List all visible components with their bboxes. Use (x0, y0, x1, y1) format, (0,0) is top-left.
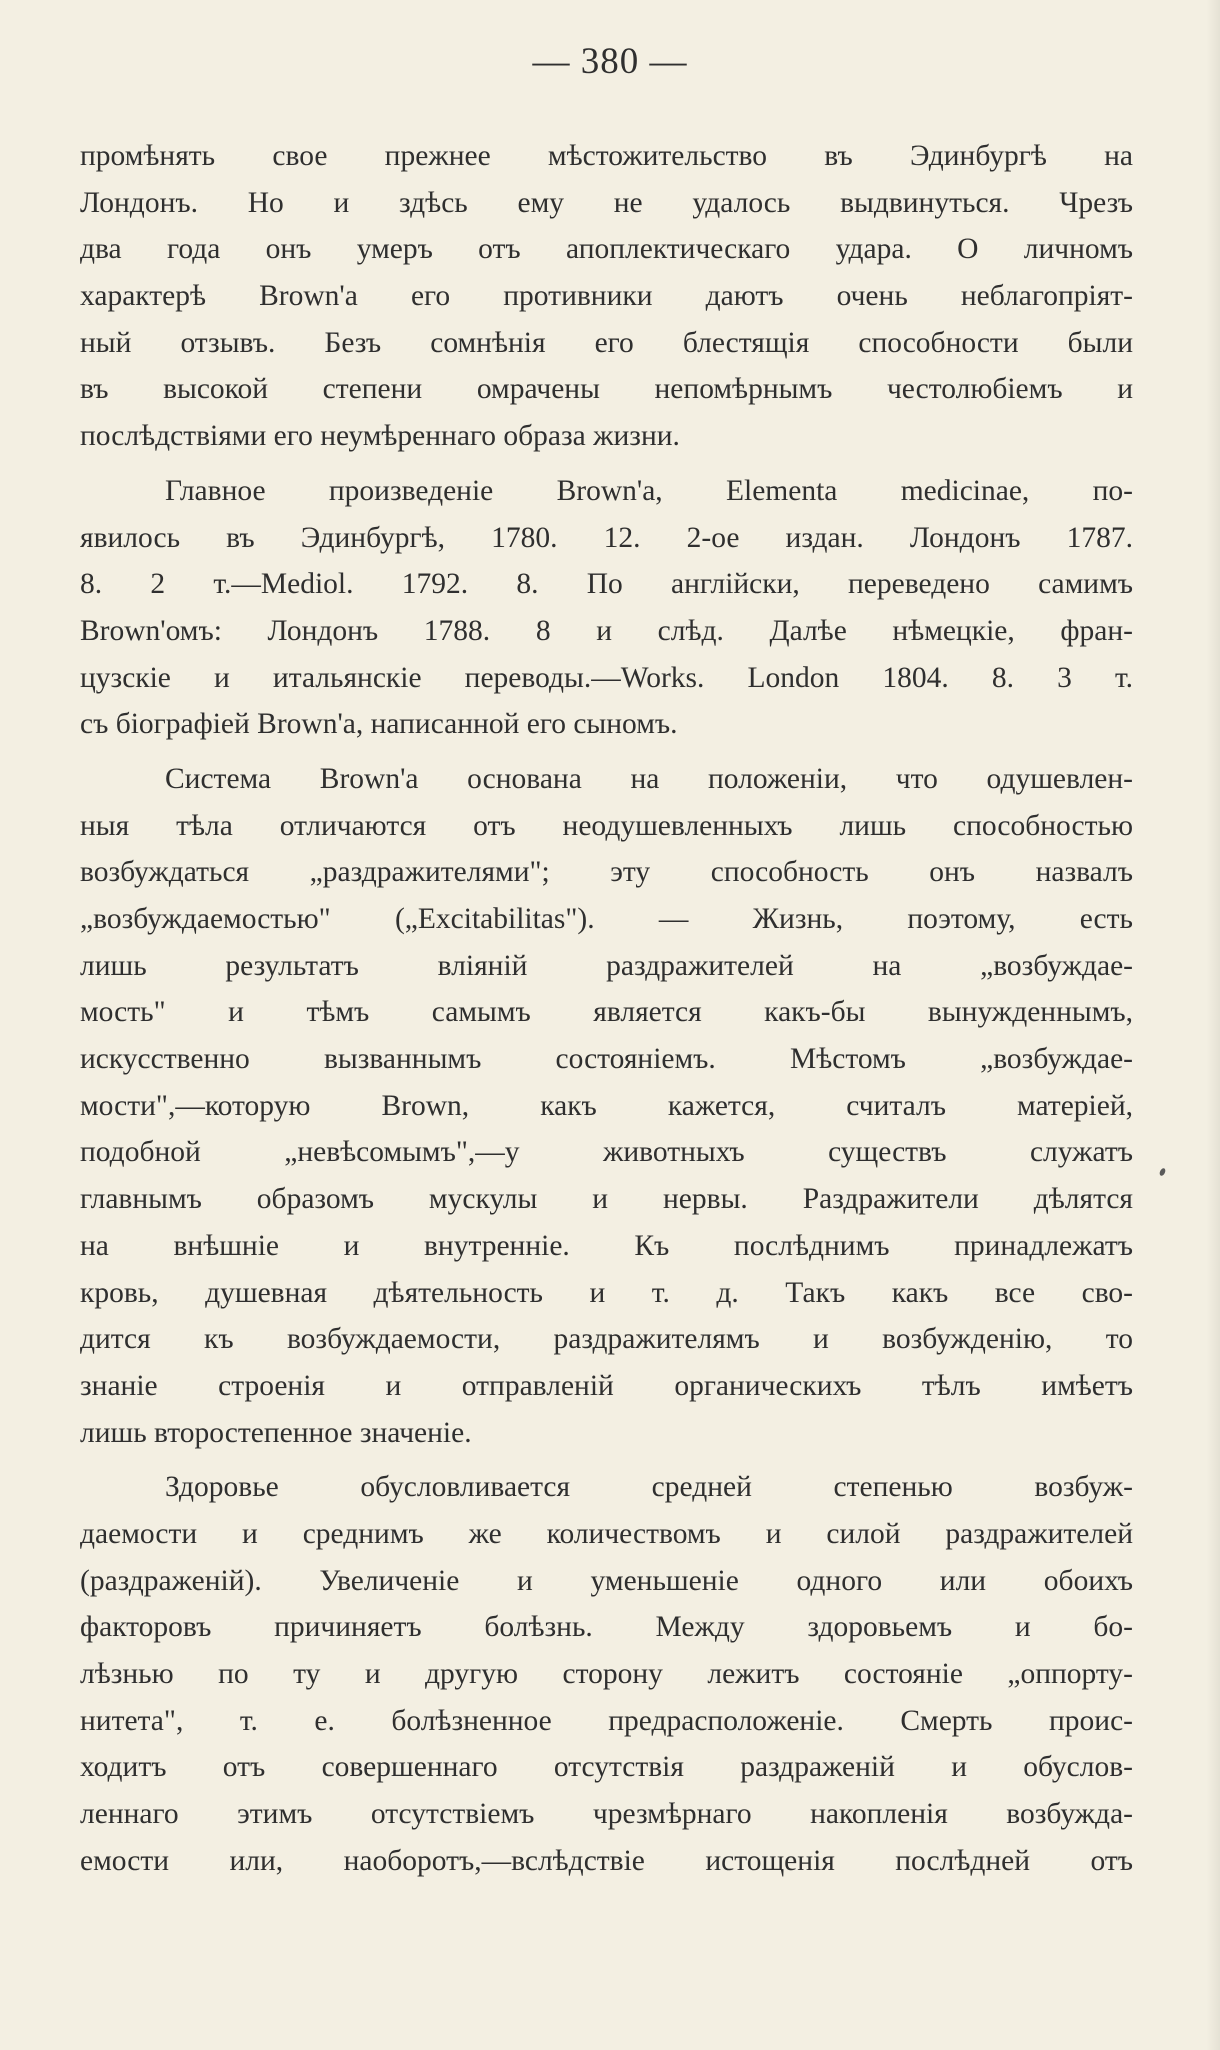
text-line: (раздраженій). Увеличеніе и уменьшеніе одного или обоихъ (80, 1564, 1133, 1597)
text-line: Система Brown'a основана на положеніи, что одушевлен- (165, 762, 1133, 795)
text-line: 8. 2 т.—Mediol. 1792. 8. По англійски, переведено самимъ (80, 568, 1133, 601)
text-line: даемости и среднимъ же количествомъ и силой раздражителей (80, 1517, 1133, 1550)
text-line: факторовъ причиняетъ болѣзнь. Между здоровьемъ и бо- (80, 1611, 1133, 1644)
text-line: Главное произведеніе Brown'a, Elementa medicinae, по- (165, 474, 1133, 507)
text-line: съ біографіей Brown'a, написанной его сыномъ. (80, 708, 678, 741)
text-line: мость" и тѣмъ самымъ является какъ-бы вынужденнымъ, (80, 996, 1133, 1029)
text-line: явилось въ Эдинбургѣ, 1780. 12. 2-ое издан. Лондонъ 1787. (80, 521, 1133, 554)
text-line: знаніе строенія и отправленій органическихъ тѣлъ имѣетъ (80, 1369, 1133, 1402)
text-line: промѣнять свое прежнее мѣстожительство въ Эдинбургѣ на (80, 140, 1133, 172)
text-line: два года онъ умеръ отъ апоплектическаго удара. О личномъ (80, 233, 1133, 266)
text-line: лишь второстепенное значеніе. (80, 1416, 472, 1449)
text-line: лишь результатъ вліяній раздражителей на „возбуждае- (80, 949, 1133, 982)
paragraph-3 (80, 756, 1133, 1456)
text-line: подобной „невѣсомымъ",—у животныхъ существъ служатъ (80, 1136, 1133, 1169)
page-edge-shadow (1206, 0, 1220, 2050)
text-line: главнымъ образомъ мускулы и нервы. Раздражители дѣлятся (80, 1183, 1133, 1216)
text-line: дится къ возбуждаемости, раздражителямъ и возбужденію, то (80, 1323, 1133, 1356)
text-line: Здоровье обусловливается средней степенью возбуж- (165, 1471, 1133, 1504)
text-line: возбуждаться „раздражителями"; эту способность онъ назвалъ (80, 856, 1133, 889)
text-line: лѣзнью по ту и другую сторону лежитъ состояніе „оппорту- (80, 1658, 1133, 1690)
text-line: въ высокой степени омрачены непомѣрнымъ честолюбіемъ и (80, 373, 1133, 406)
text-line: мости",—которую Brown, какъ кажется, считалъ матеріей, (80, 1089, 1133, 1122)
paragraph-4 (80, 1464, 1133, 1884)
text-line: послѣдствіями его неумѣреннаго образа жизни. (80, 420, 680, 453)
text-line: Лондонъ. Но и здѣсь ему не удалось выдвинуться. Чрезъ (80, 186, 1133, 219)
page-number: — 380 — (532, 41, 688, 82)
paragraph-2 (80, 468, 1133, 748)
text-line: характерѣ Brown'a его противники даютъ очень неблагопріят- (80, 280, 1133, 313)
body-text (80, 133, 1133, 1892)
text-line: емости или, наоборотъ,—вслѣдствіе истощенія послѣдней отъ (80, 1844, 1133, 1877)
text-line: ходитъ отъ совершеннаго отсутствія раздраженій и обуслов- (80, 1751, 1133, 1784)
margin-ink-mark (1159, 1167, 1167, 1176)
text-line: нитета", т. е. болѣзненное предрасположеніе. Смерть проис- (80, 1704, 1133, 1737)
paragraph-1 (80, 133, 1133, 460)
text-line: Brown'омъ: Лондонъ 1788. 8 и слѣд. Далѣе нѣмецкіе, фран- (80, 614, 1133, 647)
text-line: „возбуждаемостью" („Excitabilitas"). — Жизнь, поэтому, есть (80, 903, 1133, 935)
text-line: цузскіе и итальянскіе переводы.—Works. London 1804. 8. 3 т. (80, 661, 1133, 694)
text-line: кровь, душевная дѣятельность и т. д. Такъ какъ все сво- (80, 1276, 1133, 1309)
text-line: ныя тѣла отличаются отъ неодушевленныхъ лишь способностью (80, 809, 1133, 842)
text-line: ный отзывъ. Безъ сомнѣнія его блестящія способности были (80, 326, 1133, 359)
text-line: на внѣшніе и внутренніе. Къ послѣднимъ принадлежатъ (80, 1229, 1133, 1262)
text-line: искусственно вызваннымъ состояніемъ. Мѣстомъ „возбуждае- (80, 1043, 1133, 1076)
text-line: леннаго этимъ отсутствіемъ чрезмѣрнаго накопленія возбужда- (80, 1798, 1133, 1831)
